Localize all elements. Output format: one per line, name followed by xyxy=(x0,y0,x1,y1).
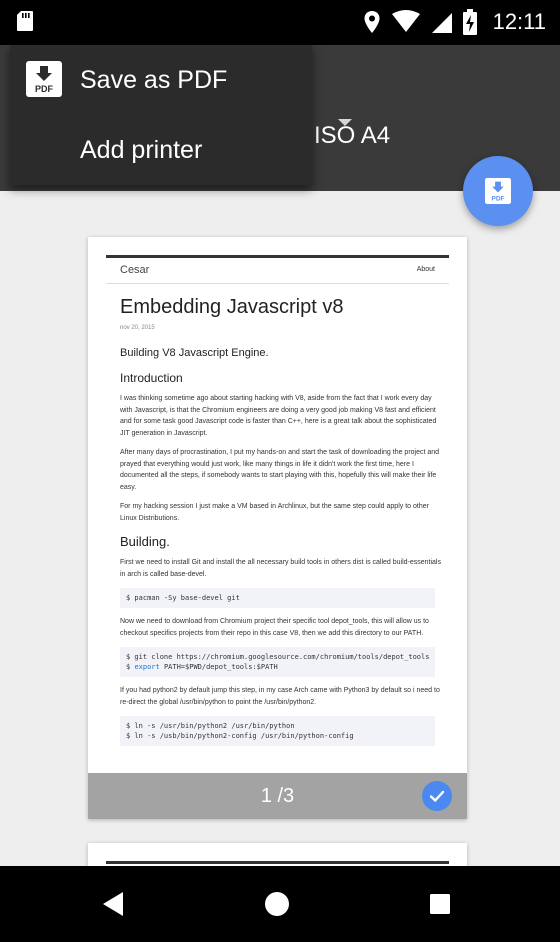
home-button[interactable] xyxy=(257,884,297,924)
menu-item-label: Add printer xyxy=(80,135,203,164)
printer-dropdown-menu xyxy=(10,45,312,185)
doc-heading: Introduction xyxy=(120,371,183,385)
doc-paragraph: First we need to install Git and install the all necessary build tools in others dist is called build-essentials in arch is called base-devel. xyxy=(120,559,441,578)
paper-size-selector[interactable]: ISO A4 xyxy=(314,122,391,149)
recents-icon xyxy=(429,893,451,915)
doc-lead: Building V8 Javascript Engine. xyxy=(120,347,269,359)
about-link: About xyxy=(416,266,435,273)
code-line: $ git clone https://chromium.googlesource.com/chromium/tools/depot_tools xyxy=(126,653,430,661)
menu-item-label: Save as PDF xyxy=(80,65,228,94)
code-keyword: export xyxy=(134,663,160,671)
page-content xyxy=(106,255,449,746)
signal-icon xyxy=(431,10,453,34)
recents-button[interactable] xyxy=(420,884,460,924)
page-count: 1 /3 xyxy=(260,785,295,807)
divider xyxy=(106,861,449,864)
status-bar xyxy=(0,0,560,45)
code-block xyxy=(120,716,435,746)
wifi-icon xyxy=(391,10,421,34)
code-line xyxy=(126,662,429,672)
doc-paragraph: Now we need to download from Chromium project their specific tool depot_tools, this will allow us to checkout specifics projects from their repo in this case V8, then we add this directory to our PATH. xyxy=(120,618,429,637)
check-icon xyxy=(428,787,446,805)
location-icon xyxy=(363,10,381,34)
page-select-checkbox[interactable] xyxy=(422,781,452,811)
doc-title: Embedding Javascript v8 xyxy=(120,296,344,318)
svg-text:PDF: PDF xyxy=(35,84,53,94)
pdf-icon xyxy=(26,61,62,97)
site-name: Cesar xyxy=(120,264,150,276)
doc-paragraph: After many days of procrastination, I put my hands-on and start the task of downloading the project and prayed that everything would just work, like many things in life it didn't work the first time, here I documented all the steps, if somebody wants to start playing with this, hopefully this will make their life easy. xyxy=(120,449,440,491)
menu-item-add-printer[interactable] xyxy=(10,115,312,185)
back-icon xyxy=(101,891,125,917)
battery-charging-icon xyxy=(463,9,477,35)
sd-card-icon xyxy=(16,10,34,32)
clock: 12:11 xyxy=(492,9,546,34)
code-prompt: $ xyxy=(126,663,135,671)
back-button[interactable] xyxy=(93,884,133,924)
navigation-bar xyxy=(0,866,560,942)
doc-paragraph: I was thinking sometime ago about starting hacking with V8, aside from the fact that I work every day with Javascript, is that the Chromium engineers are doing a very good job making V8 fast and efficient and for some task good Javascript code is faster than C++, here is a great talk about the sophisticated JIT generation in Javascript. xyxy=(120,395,437,437)
code-line: $ ln -s /usb/bin/python2-config /usr/bin/python-config xyxy=(126,732,354,740)
doc-date: nov 20, 2015 xyxy=(120,325,155,331)
menu-item-save-as-pdf[interactable] xyxy=(10,45,312,115)
site-header xyxy=(106,258,449,284)
code-line: $ ln -s /usr/bin/python2 /usr/bin/python xyxy=(126,722,295,730)
doc-paragraph: If you had python2 by default jump this step, in my case Arch came with Python3 by default so i need to re-direct the global /usr/bin/python to point the /usr/bin/python2. xyxy=(120,687,440,706)
code-block: $ pacman -Sy base-devel git xyxy=(120,588,435,608)
doc-heading: Building. xyxy=(120,534,170,549)
home-icon xyxy=(264,891,290,917)
svg-text:PDF: PDF xyxy=(491,195,505,203)
page-preview[interactable] xyxy=(88,237,467,819)
doc-paragraph: For my hacking session I just make a VM based in Archlinux, but the same step could apply to other Linux Distributions. xyxy=(120,503,429,522)
page-footer xyxy=(88,773,467,819)
download-pdf-button[interactable] xyxy=(463,156,533,226)
code-text: PATH=$PWD/depot_tools:$PATH xyxy=(159,663,278,671)
pdf-download-icon xyxy=(485,178,511,204)
code-block xyxy=(120,647,435,677)
